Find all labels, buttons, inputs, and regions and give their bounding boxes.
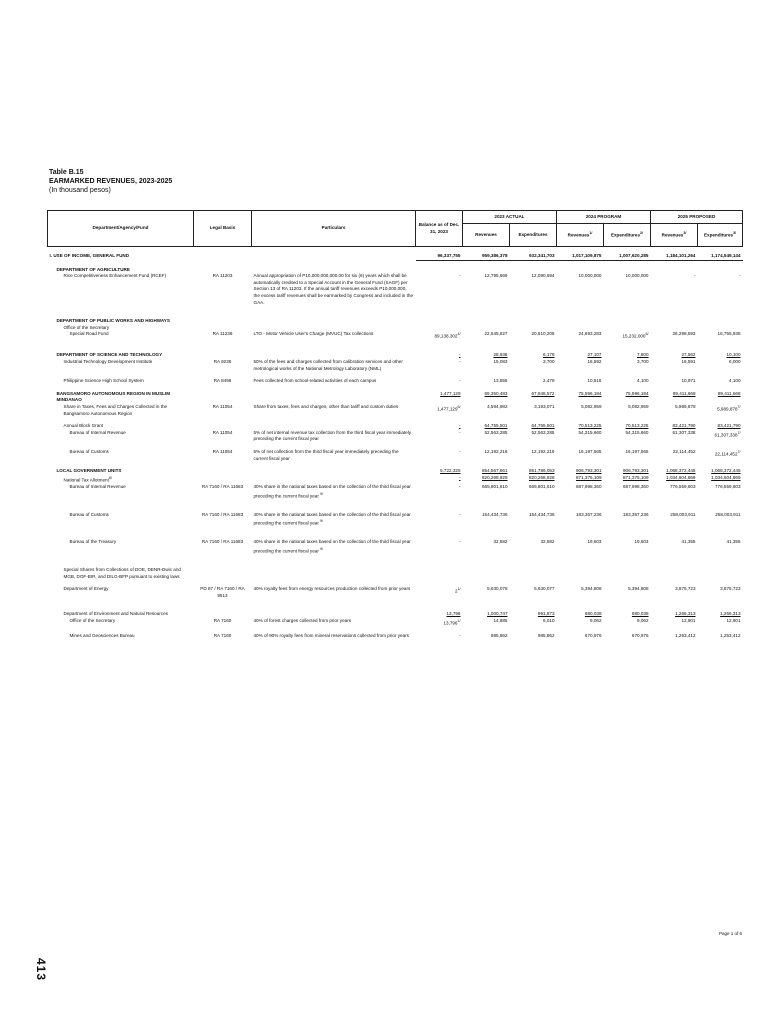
particulars	[252, 352, 416, 359]
value-r25: 27,562	[681, 352, 696, 358]
col-dept: Department/Agency/Fund	[48, 211, 194, 247]
row-label: Mines and Geosciences Bureau	[69, 633, 135, 639]
value-r23: 13,855	[493, 378, 508, 384]
legal-basis: RA 7160	[213, 618, 232, 624]
value-e23: 3,193,071	[534, 404, 555, 410]
value-r25: 776,559,603	[669, 483, 696, 489]
value-r25: 12,901	[681, 618, 696, 624]
value-r23: 12,192,216	[484, 449, 508, 454]
value-r24: 5,082,959	[581, 404, 602, 410]
value-e24: 15,232,000$^{5/}$	[622, 332, 649, 339]
value-e24: 7,800	[637, 352, 649, 358]
particulars	[252, 325, 416, 332]
value-e23: 67,948,572	[531, 390, 555, 396]
value-e24: 687,998,360	[622, 483, 649, 489]
value-e24: 19,603	[634, 539, 649, 545]
value-r25: 1,253,412	[675, 633, 696, 639]
legal-basis: RA 11054	[212, 404, 233, 410]
particulars: Fees collected from school-related activities of each campus	[253, 378, 377, 384]
col-balance: Balance as of Dec. 31, 2023	[416, 211, 463, 247]
value-e23: 5,630,077	[534, 586, 555, 592]
value-bal: -	[458, 273, 461, 279]
value-bal: -	[458, 359, 461, 365]
value-r25: 1,266,313	[675, 611, 696, 617]
table-row	[48, 404, 743, 417]
value-r25: 41,355	[681, 539, 696, 545]
value-e25: 10,100	[726, 352, 741, 358]
value-e25: 22,114,452$^{7/}$	[714, 450, 741, 457]
spacer-row	[48, 306, 743, 318]
row-label: Philippine Science High School System	[63, 378, 144, 384]
row-label: DEPARTMENT OF AGRICULTURE	[56, 266, 130, 272]
particulars	[252, 318, 416, 325]
value-r24	[557, 567, 604, 580]
legal-basis: PD 87 / RA 7160 / RA 9513	[200, 586, 245, 598]
col-2024-revenues: Revenues$^{1/}$	[557, 224, 604, 247]
value-r24: 871,375,109	[575, 474, 602, 480]
value-r24: 183,357,236	[575, 511, 602, 517]
value-r25: 89,411,668	[672, 390, 696, 396]
row-label: Rice Competitiveness Enhancement Fund (RCEF)	[63, 273, 167, 279]
value-r23: 69,350,483	[484, 390, 508, 396]
value-r23: 959,386,378	[463, 253, 510, 260]
value-bal: 13,796	[446, 611, 461, 617]
value-bal: -	[458, 423, 461, 429]
value-e23	[510, 267, 557, 274]
value-r24: 10,515	[587, 378, 602, 384]
col-2025-proposed: 2025 PROPOSED	[651, 211, 743, 224]
col-legal: Legal Basis	[194, 211, 252, 247]
value-e23: 6,010	[543, 618, 555, 624]
value-e24: 906,793,301	[622, 468, 649, 474]
value-e24: 1,007,620,285	[604, 253, 651, 260]
value-r25: 1,034,604,869	[666, 474, 696, 480]
col-2025-revenues: Revenues$^{3/}$	[651, 224, 698, 247]
value-r25: -	[693, 273, 696, 279]
table-row	[48, 430, 743, 443]
value-r23: 4,594,982	[487, 404, 508, 410]
table-row	[48, 267, 743, 274]
value-bal	[416, 567, 463, 580]
value-e25: -	[738, 273, 741, 279]
table-unit: (In thousand pesos)	[49, 187, 111, 194]
value-r24: 16,197,565	[578, 449, 602, 454]
value-r23: 985,862	[490, 633, 508, 639]
row-label: Department of Energy	[63, 586, 109, 592]
value-e24	[604, 567, 651, 580]
value-e23: 991,873	[537, 611, 555, 617]
particulars	[252, 567, 416, 580]
legal-basis: RA 7160	[213, 633, 232, 639]
particulars: 40% share in the national taxes based on the collection of the third fiscal year preceding the current fiscal year $^{9/}$	[253, 539, 411, 554]
legal-basis	[194, 352, 252, 359]
row-label: Office of the Secretary	[69, 618, 116, 624]
value-r25: 83,421,790	[672, 423, 696, 429]
value-e23: 64,755,501	[531, 423, 555, 429]
spacer-row	[48, 555, 743, 567]
legal-basis	[194, 468, 252, 475]
value-r23: 22,645,627	[484, 331, 508, 337]
value-e24: 4,100	[637, 378, 649, 384]
value-bal	[416, 318, 463, 325]
table-head	[48, 211, 743, 247]
value-r24	[557, 318, 604, 325]
spacer-row	[48, 500, 743, 512]
table-row	[48, 378, 743, 385]
page-number: Page 1 of 6	[718, 931, 742, 936]
value-bal: 96,337,755	[416, 253, 463, 260]
table-body	[48, 247, 743, 640]
value-r24: 10,000,000	[578, 273, 602, 279]
particulars: 40% of forest charges collected from prior years	[253, 618, 352, 624]
value-r24: 5,394,808	[581, 586, 602, 592]
value-r25: 1,068,372,445	[666, 468, 696, 474]
row-label: Share in Taxes, Fees and Charges Collected in the Bangsamoro Autonomous Region	[63, 404, 168, 416]
value-r25: 10,971	[681, 378, 696, 384]
table-row	[48, 512, 743, 528]
table-row	[48, 391, 743, 404]
particulars: 5% of net collection from the third fiscal year immediately preceding the current fiscal year	[253, 449, 399, 461]
table-row	[48, 253, 743, 260]
value-e25: 1,068,372,445	[711, 468, 741, 474]
value-e24: 54,315,660	[625, 429, 649, 435]
value-r24: 680,038	[584, 611, 602, 617]
value-r25: 61,307,338	[672, 429, 696, 435]
value-r25: 26,298,593	[672, 331, 696, 337]
value-e24: 5,082,959	[628, 404, 649, 410]
value-e25: 776,559,603	[714, 483, 741, 489]
particulars: 5% of net internal revenue tax collection from the third fiscal year immediately preceding the current fiscal year	[253, 429, 412, 442]
value-r24: 54,315,660	[578, 429, 602, 435]
value-r25: 22,114,452	[672, 449, 696, 454]
legal-basis: RA 9236	[213, 359, 232, 365]
value-e25: 89,411,668	[717, 390, 741, 396]
value-r23: 820,268,928	[481, 474, 508, 480]
legal-basis: RA 11054	[212, 429, 233, 435]
table-row	[48, 423, 743, 430]
value-r23: 14,885	[493, 618, 508, 624]
table-row	[48, 567, 743, 580]
value-r23: 1,000,747	[487, 611, 508, 617]
particulars: Annual appropriation of P10,000,000,000.00 for six (6) years which shall be automatically credited to a Special Account in the General Fund (SAGF) per Section 13 of RA 11203. If the annual tariff revenues exceeds P10,000,000, the excess tariff revenues shall be earmarked by Congress and included in the GAA.	[253, 273, 414, 305]
value-bal: 2$^{1/}$	[454, 587, 461, 594]
value-bal: -	[458, 511, 461, 517]
legal-basis	[194, 253, 252, 260]
value-e23: 3,700	[543, 359, 555, 365]
value-e23: 12,192,216	[531, 449, 555, 454]
particulars: 40% royalty fees from energy resources production collected from prior years	[253, 586, 411, 592]
value-e24	[604, 318, 651, 325]
value-e25	[698, 318, 743, 325]
particulars	[252, 468, 416, 475]
table-row	[48, 273, 743, 306]
value-e25: 6,000	[729, 359, 741, 365]
table-title: EARMARKED REVENUES, 2023-2025	[49, 178, 173, 185]
col-2024-expenditures: Expenditures$^{2/}$	[604, 224, 651, 247]
value-e24: 16,197,565	[625, 449, 649, 454]
row-label: I. USE OF INCOME, GENERAL FUND	[49, 253, 130, 258]
spacer-row	[48, 527, 743, 539]
table-row	[48, 586, 743, 599]
row-label: Industrial Technology Development Institute	[63, 359, 153, 365]
particulars	[252, 391, 416, 404]
value-r24: 75,596,184	[578, 390, 602, 396]
value-e25	[698, 267, 743, 274]
value-e24	[604, 325, 651, 332]
col-2023-revenues: Revenues	[463, 224, 510, 247]
table-row	[48, 449, 743, 462]
value-bal: -	[458, 352, 461, 358]
value-bal: 89,138,302$^{4/}$	[434, 332, 461, 339]
row-label: Bureau of Internal Revenue	[69, 429, 126, 435]
value-e25: 1,034,604,869	[711, 474, 741, 480]
value-r23: 52,563,285	[484, 429, 508, 435]
legal-basis	[194, 475, 252, 484]
value-e25: 41,355	[726, 539, 741, 545]
value-r23: 28,938	[493, 352, 508, 358]
value-r23: 154,434,736	[481, 511, 508, 517]
value-r24: 906,793,301	[575, 468, 602, 474]
table-row	[48, 539, 743, 555]
legal-basis: RA 7160 / RA 11683	[201, 483, 244, 489]
legal-basis	[194, 611, 252, 618]
value-e25: 83,421,790	[717, 423, 741, 429]
value-e23: 2,478	[543, 378, 555, 384]
value-e23: 851,786,053	[528, 468, 555, 474]
particulars	[252, 423, 416, 430]
table-row	[48, 325, 743, 332]
row-label: Special Shares from Collections of DOE, DENR-Dwic and MGB, DOF-BIR, and DILG-BFP pursuant to existing laws	[63, 567, 181, 579]
value-e25: 1,266,313	[720, 611, 741, 617]
legal-basis: RA 11239	[212, 331, 233, 337]
table-row	[48, 331, 743, 340]
value-e23: 32,582	[540, 539, 555, 545]
row-label: Department of Environment and Natural Resources	[63, 611, 168, 617]
row-label: BANGSAMORO AUTONOMOUS REGION IN MUSLIM MINDANAO	[56, 390, 171, 403]
table-row	[48, 359, 743, 372]
legal-basis	[194, 267, 252, 274]
value-e24: 10,000,000	[625, 273, 649, 279]
col-particulars: Particulars	[252, 211, 416, 247]
value-bal: 1,477,129$^{6/}$	[437, 405, 461, 412]
value-bal	[416, 267, 463, 274]
value-e23: 20,510,206	[531, 331, 555, 337]
row-label: LOCAL GOVERNMENT UNITS	[56, 468, 122, 474]
legal-basis	[194, 391, 252, 404]
side-page-number: 413	[34, 958, 48, 982]
value-bal: -	[458, 539, 461, 545]
value-bal: -	[458, 378, 461, 384]
row-label: Office of the Secretary	[63, 324, 110, 330]
table-row	[48, 468, 743, 475]
value-e24: 5,394,808	[628, 586, 649, 592]
value-e24: 680,038	[631, 611, 649, 617]
value-r24: 19,603	[587, 539, 602, 545]
value-e24: 70,513,225	[625, 423, 649, 429]
particulars	[252, 475, 416, 484]
value-r23: 5,630,078	[487, 586, 508, 592]
table-row	[48, 318, 743, 325]
value-e24: 3,700	[637, 359, 649, 365]
value-e23: 6,178	[543, 352, 555, 358]
row-label: DEPARTMENT OF PUBLIC WORKS AND HIGHWAYS	[56, 318, 170, 324]
earmarked-revenues-table	[47, 210, 743, 640]
value-r25: 258,003,911	[670, 511, 696, 517]
value-r24: 70,513,225	[578, 423, 602, 429]
value-e24: 670,976	[631, 633, 649, 639]
value-bal: -	[458, 429, 461, 435]
value-e25: 4,100	[729, 378, 741, 384]
value-bal: -	[458, 474, 461, 480]
value-r24: 670,976	[584, 633, 602, 639]
row-label: Annual Block Grant	[63, 423, 104, 429]
value-e24: 871,375,109	[622, 474, 649, 480]
value-r23	[463, 567, 510, 580]
value-e24: 9,062	[637, 618, 649, 624]
value-e23: 154,434,736	[528, 511, 555, 517]
value-e25	[698, 567, 743, 580]
value-e23: 820,268,928	[528, 474, 555, 480]
table-row	[48, 618, 743, 627]
value-r25	[651, 567, 698, 580]
col-2025-expenditures: Expenditures$^{3/}$	[698, 224, 743, 247]
value-r25	[651, 267, 698, 274]
table-row	[48, 611, 743, 618]
legal-basis	[194, 567, 252, 580]
value-e24	[604, 267, 651, 274]
col-2023-expenditures: Expenditures	[510, 224, 557, 247]
value-e25: 1,174,549,144	[698, 253, 743, 260]
value-e25	[698, 325, 743, 332]
particulars: 50% of the fees and charges collected from calibration services and other metrological works of the National Metrology Laboratory (NML)	[253, 359, 403, 371]
value-r25: 16,591	[681, 359, 696, 365]
legal-basis: RA 11054	[212, 449, 233, 454]
col-2023-actual: 2023 ACTUAL	[463, 211, 557, 224]
value-e25: 5,989,878$^{7/}$	[717, 405, 741, 412]
value-r24	[557, 325, 604, 332]
value-r23	[463, 325, 510, 332]
value-r24	[557, 267, 604, 274]
spacer-row	[48, 599, 743, 611]
legal-basis	[194, 325, 252, 332]
value-r25	[651, 318, 698, 325]
value-e24: 75,596,184	[625, 390, 649, 396]
col-2024-program: 2024 PROGRAM	[557, 211, 651, 224]
value-e25: 16,755,935	[717, 331, 741, 337]
value-r24: 687,998,360	[575, 483, 602, 489]
row-label: National Tax Allotment$^{8/}$	[63, 475, 112, 483]
value-r23: 665,801,610	[481, 483, 508, 489]
value-e24: 183,357,236	[622, 511, 649, 517]
value-e23	[510, 318, 557, 325]
value-r25: 5,989,878	[675, 404, 696, 410]
value-e23: 52,563,285	[531, 429, 555, 435]
value-e23: 932,341,703	[510, 253, 557, 260]
value-r25	[651, 325, 698, 332]
row-label: Bureau of Customs	[69, 449, 109, 454]
value-e23	[510, 325, 557, 332]
value-r23	[463, 318, 510, 325]
value-e23	[510, 567, 557, 580]
table-row	[48, 475, 743, 484]
value-bal	[416, 325, 463, 332]
legal-basis: RA 7160 / RA 11683	[201, 539, 244, 545]
value-r23: 12,795,669	[484, 273, 508, 279]
table-row	[48, 633, 743, 640]
row-label: Special Road Fund	[69, 331, 109, 337]
particulars: 40% share in the national taxes based on the collection of the third fiscal year preceding the current fiscal year $^{9/}$	[253, 483, 411, 499]
value-r24: 16,592	[587, 359, 602, 365]
particulars: Share from taxes, fees and charges, other than tariff and custom duties	[253, 404, 399, 410]
value-bal: -	[458, 449, 461, 454]
particulars: LTO - Motor Vehicle User's Charge (MVUC) Tax collections	[253, 331, 374, 337]
value-e23: 985,862	[537, 633, 555, 639]
value-r25: 3,875,723	[675, 586, 696, 592]
particulars	[252, 253, 416, 260]
value-e25: 1,253,412	[720, 633, 741, 639]
particulars	[252, 267, 416, 274]
value-e25: 61,307,338$^{7/}$	[714, 430, 741, 438]
legal-basis: RA 7160 / RA 11683	[201, 511, 244, 517]
value-e23: 665,801,610	[528, 483, 555, 489]
value-bal: -	[458, 633, 461, 639]
value-bal: 1,477,129	[440, 390, 461, 396]
value-bal: -	[458, 483, 461, 489]
legal-basis: RA 11203	[212, 273, 233, 279]
row-label: DEPARTMENT OF SCIENCE AND TECHNOLOGY	[56, 352, 163, 358]
legal-basis	[194, 423, 252, 430]
value-bal: 5,722,325	[440, 468, 461, 474]
value-r24: 27,107	[587, 352, 602, 358]
table-row	[48, 484, 743, 500]
particulars	[252, 611, 416, 618]
table-row	[48, 352, 743, 359]
value-r23	[463, 267, 510, 274]
legal-basis: RA 8496	[213, 378, 232, 384]
table-number: Table B.15	[49, 169, 84, 176]
particulars: 40% of 90% royalty fees from mineral reservations collected from prior years	[253, 633, 409, 639]
value-r23: 64,755,501	[484, 423, 508, 429]
value-r24: 24,693,283	[578, 331, 602, 337]
value-e25: 258,003,911	[715, 511, 741, 517]
spacer-row	[48, 340, 743, 352]
value-e23: 12,090,694	[531, 273, 555, 279]
row-label: Bureau of Customs	[69, 511, 109, 517]
value-r25: 1,184,101,264	[651, 253, 698, 260]
value-bal: 13,796$^{1/}$	[443, 619, 461, 626]
value-e25: 3,875,723	[720, 586, 741, 592]
value-r23: 32,582	[493, 539, 508, 545]
value-r23: 854,567,661	[481, 468, 508, 474]
particulars: 40% share in the national taxes based on the collection of the third fiscal year preceding the current fiscal year $^{9/}$	[253, 511, 411, 526]
row-label: Bureau of the Treasury	[69, 539, 117, 545]
row-label: Bureau of Internal Revenue	[69, 483, 126, 489]
legal-basis	[194, 318, 252, 325]
table-header	[49, 168, 172, 195]
value-e25: 12,901	[726, 618, 741, 624]
value-r24: 9,062	[590, 618, 602, 624]
value-r24: 1,017,109,875	[557, 253, 604, 260]
value-r23: 15,083	[493, 359, 508, 365]
